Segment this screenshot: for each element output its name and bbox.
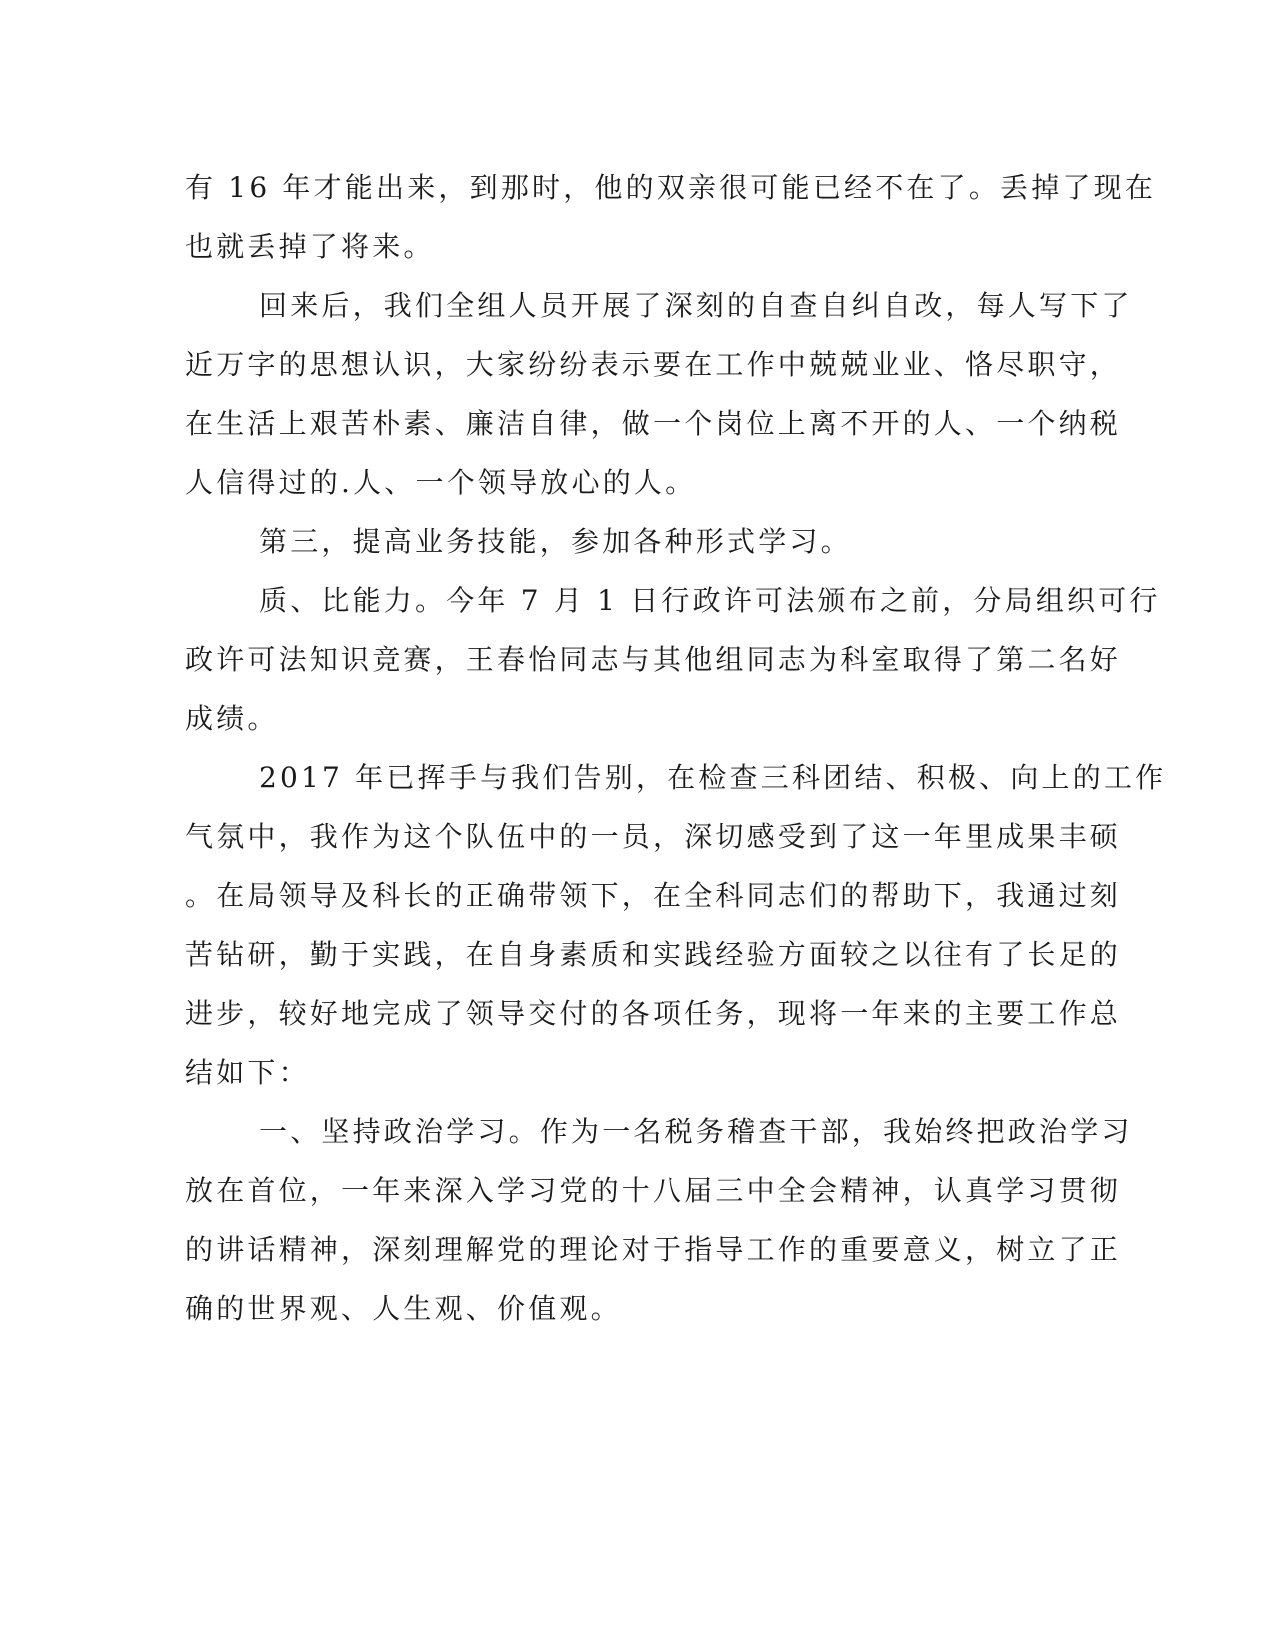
- text-line: 也就丢掉了将来。: [185, 230, 435, 263]
- text-line: 的讲话精神，深刻理解党的理论对于指导工作的重要意义，树立了正: [185, 1233, 1122, 1266]
- text-line: 在生活上艰苦朴素、廉洁自律，做一个岗位上离不开的人、一个纳税: [185, 407, 1122, 440]
- text-line: 有 16 年才能出来，到那时，他的双亲很可能已经不在了。丢掉了现在: [185, 171, 1157, 204]
- text-line: 第三，提高业务技能，参加各种形式学习。: [259, 525, 852, 558]
- text-line: 放在首位，一年来深入学习党的十八届三中全会精神，认真学习贯彻: [185, 1174, 1122, 1207]
- text-line: 政许可法知识竞赛，王春怡同志与其他组同志为科室取得了第二名好: [185, 643, 1122, 676]
- text-line: 成绩。: [185, 702, 279, 735]
- text-line: 一、坚持政治学习。作为一名税务稽查干部，我始终把政治学习: [259, 1115, 1133, 1148]
- text-line: 进步，较好地完成了领导交付的各项任务，现将一年来的主要工作总: [185, 997, 1122, 1030]
- document-body: [185, 158, 1167, 1338]
- text-line: 人信得过的.人、一个领导放心的人。: [185, 466, 697, 499]
- text-line: 确的世界观、人生观、价值观。: [185, 1292, 622, 1325]
- text-line: 苦钻研，勤于实践，在自身素质和实践经验方面较之以往有了长足的: [185, 938, 1122, 971]
- text-line: 2017 年已挥手与我们告别，在检查三科团结、积极、向上的工作: [259, 761, 1167, 794]
- text-line: 气氛中，我作为这个队伍中的一员，深切感受到了这一年里成果丰硕: [185, 820, 1122, 853]
- text-line: 质、比能力。今年 7 月 1 日行政许可法颁布之前，分局组织可行: [259, 584, 1161, 617]
- text-line: 。在局领导及科长的正确带领下，在全科同志们的帮助下，我通过刻: [185, 879, 1122, 912]
- text-line: 近万字的思想认识，大家纷纷表示要在工作中兢兢业业、恪尽职守，: [185, 348, 1122, 381]
- text-line: 结如下：: [185, 1056, 310, 1089]
- text-line: 回来后，我们全组人员开展了深刻的自查自纠自改，每人写下了: [259, 289, 1133, 322]
